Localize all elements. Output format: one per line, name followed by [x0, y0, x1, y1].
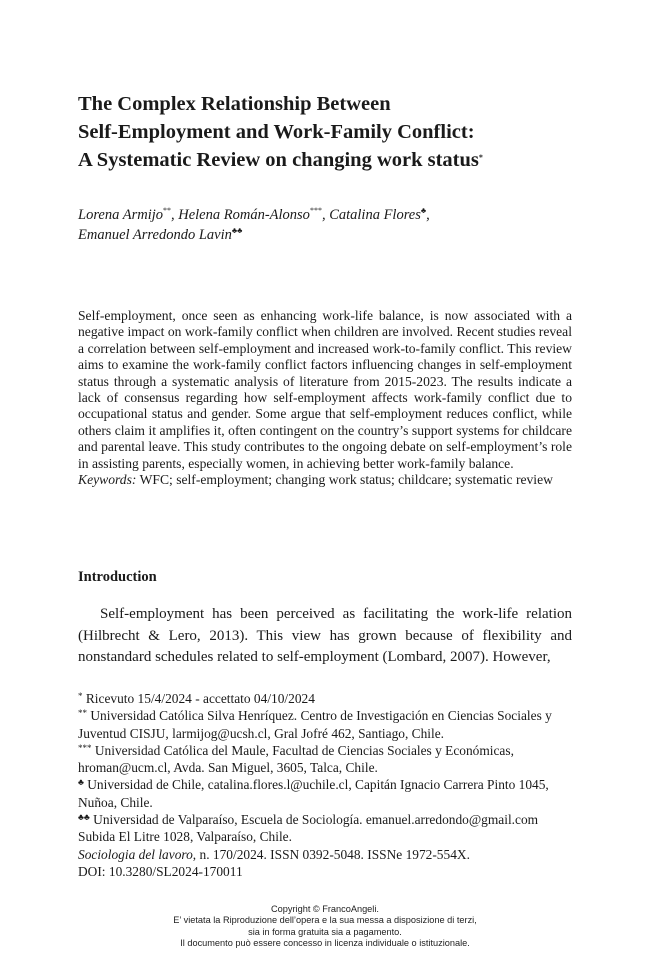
journal-name: Sociologia del lavoro: [78, 846, 193, 862]
footnote-text: Universidad de Valparaíso, Escuela de Sociología. emanuel.arredondo@gmail.com Subida El Litre 1028, Valparaíso, Chile.: [78, 812, 539, 845]
author-line-1: Lorena Armijo**, Helena Román-Alonso***, Catalina Flores♣,: [78, 206, 430, 223]
copyright-line: Copyright © FrancoAngeli.: [271, 904, 379, 914]
paper-title: [78, 90, 578, 174]
footnote-mark: ♣♣: [78, 812, 90, 823]
footnote: [78, 742, 578, 777]
footnote: [78, 690, 578, 707]
journal-doi: DOI: 10.3280/SL2024-170011: [78, 863, 243, 879]
author-name: Emanuel Arredondo Lavin: [78, 227, 232, 243]
abstract: [78, 308, 572, 488]
author-name: Lorena Armijo: [78, 207, 163, 223]
author-name: Helena Román-Alonso: [178, 207, 310, 223]
journal-issue: , n. 170/2024. ISSN 0392-5048. ISSNe 1972-554X.: [192, 846, 470, 862]
abstract-text: Self-employment, once seen as enhancing work-life balance, is now associated with a negative impact on work-family conflict when children are involved. Recent studies reveal a correlation between self-employment and increased work-to-family conflict. This review aims to examine the work-family conflict factors influencing changes in self-employment status through a systematic analysis of literature from 2015-2023. The results indicate a lack of consensus regarding how self-employment affects work-family conflict due to occupational status and gender. Some argue that self-employment reduces conflict, while others claim it amplifies it, often contingent on the country’s support systems for childcare and parental leave. This study contributes to the ongoing debate on self-employment’s role in assisting parents, especially women, in achieving better work-family balance.: [78, 308, 572, 471]
keywords-label: Keywords:: [78, 472, 137, 488]
author-mark: ♣: [420, 206, 427, 215]
journal-citation: [78, 846, 578, 880]
copyright-notice: [0, 904, 650, 950]
footnote-text: Universidad Católica Silva Henríquez. Centro de Investigación en Ciencias Sociales y Juventud CISJU, larmijog@ucsh.cl, Gral Jofré 462, Santiago, Chile.: [78, 708, 552, 741]
copyright-line: E’ vietata la Riproduzione dell’opera e la sua messa a disposizione di terzi,: [173, 915, 477, 926]
title-line-3-text: A Systematic Review on changing work status: [78, 149, 479, 171]
footnote-mark: ***: [78, 742, 92, 753]
keywords-text: WFC; self-employment; changing work status; childcare; systematic review: [139, 472, 553, 488]
author-line-2: [78, 225, 578, 245]
footnote-text: Ricevuto 15/4/2024 - accettato 04/10/2024: [85, 691, 315, 706]
author-name: Catalina Flores: [329, 207, 421, 223]
copyright-line: Il documento può essere concesso in licenza individuale o istituzionale.: [180, 938, 470, 949]
footnote: [78, 707, 578, 742]
footnote-mark: ♣: [78, 777, 84, 788]
keywords: [78, 472, 572, 488]
section-heading-introduction: Introduction: [78, 569, 157, 585]
footnote: [78, 776, 578, 811]
footnote-mark: **: [78, 708, 87, 719]
footnote-mark: *: [78, 691, 83, 701]
author-mark: ♣♣: [231, 226, 243, 235]
author-list: [78, 205, 578, 245]
footnote-text: Universidad de Chile, catalina.flores.l@uchile.cl, Capitán Ignacio Carrera Pinto 1045, Nuñoa, Chile.: [78, 777, 549, 810]
title-line-1: The Complex Relationship Between: [78, 93, 391, 115]
footnotes: [78, 690, 578, 880]
introduction-paragraph: Self-employment has been perceived as facilitating the work-life relation (Hilbrecht & Lero, 2013). This view has grown because of flexibility and nonstandard schedules related to self-employment (Lombard, 2007). However,: [78, 606, 572, 665]
author-mark: ***: [309, 206, 322, 215]
footnote-text: Universidad Católica del Maule, Facultad de Ciencias Sociales y Económicas, hroman@ucm.cl, Avda. San Miguel, 3605, Talca, Chile.: [78, 742, 514, 776]
footnote: [78, 811, 578, 846]
title-line-2: Self-Employment and Work-Family Conflict:: [78, 121, 475, 143]
title-line-3: [78, 146, 578, 174]
author-mark: **: [163, 206, 171, 215]
title-footnote-mark: *: [478, 153, 483, 162]
copyright-line: sia in forma gratuita sia a pagamento.: [248, 926, 402, 937]
